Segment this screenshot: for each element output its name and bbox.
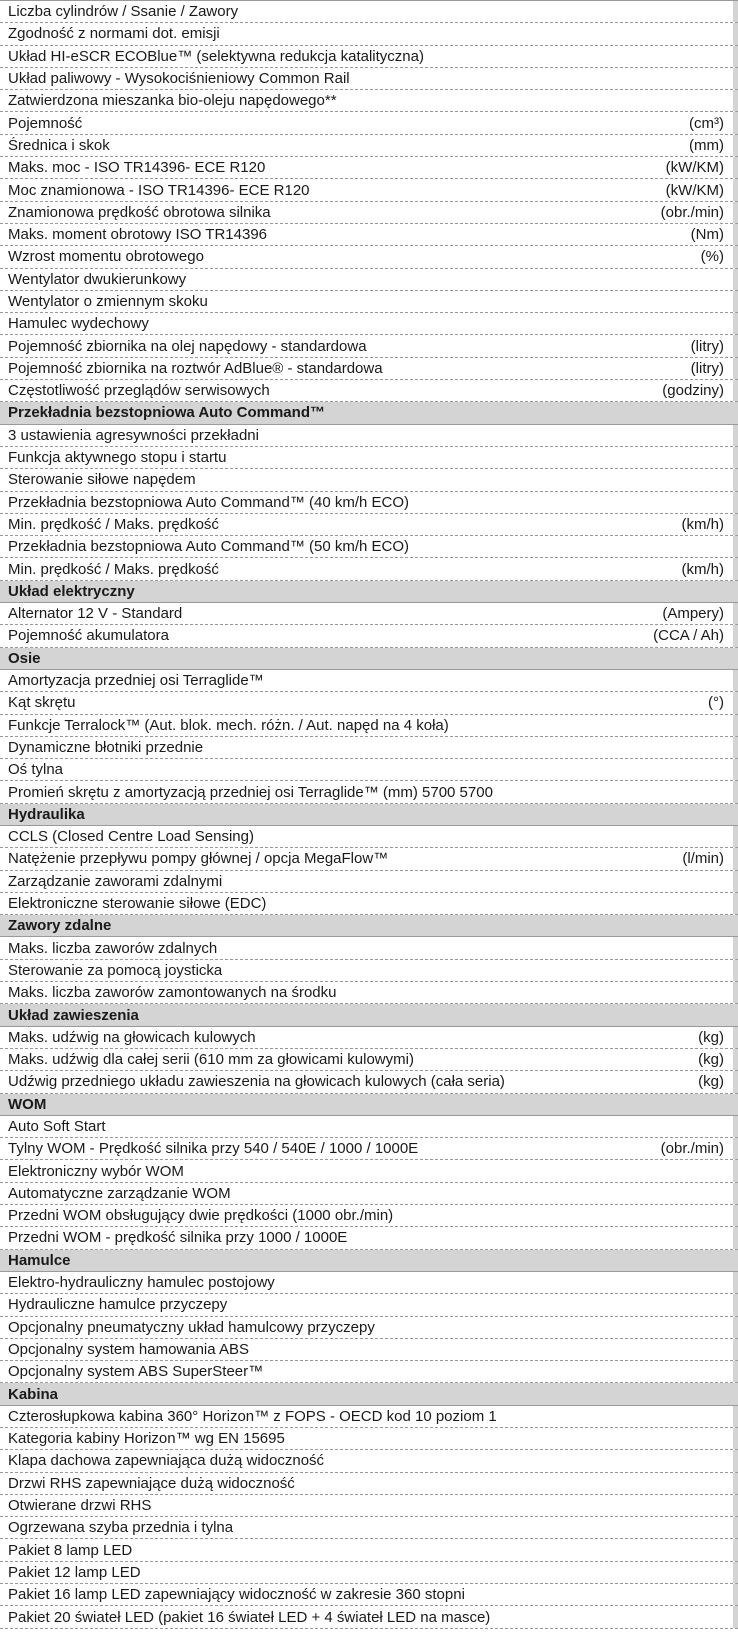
spec-label: Znamionowa prędkość obrotowa silnika <box>8 203 271 221</box>
spec-row <box>0 1361 738 1383</box>
spec-row <box>0 1160 738 1182</box>
spec-row <box>0 1227 738 1249</box>
spec-label: Promień skrętu z amortyzacją przedniej osi Terraglide™ (mm) 5700 5700 <box>8 783 493 801</box>
spec-row <box>0 514 738 536</box>
spec-label: Maks. udźwig dla całej serii (610 mm za głowicami kulowymi) <box>8 1051 414 1069</box>
spec-row <box>0 46 738 68</box>
section-title: Zawory zdalne <box>8 917 112 935</box>
spec-label: Min. prędkość / Maks. prędkość <box>8 515 219 533</box>
spec-unit: (cm³) <box>689 114 724 132</box>
spec-label: Wentylator o zmiennym skoku <box>8 293 208 310</box>
spec-row <box>0 982 738 1004</box>
spec-label: Układ HI-eSCR ECOBlue™ (selektywna redukcja katalityczna) <box>8 47 424 65</box>
spec-unit: (litry) <box>690 359 724 377</box>
spec-label: Oś tylna <box>8 761 64 779</box>
spec-row <box>0 871 738 893</box>
spec-row <box>0 603 738 625</box>
spec-row <box>0 23 738 45</box>
spec-row <box>0 826 738 848</box>
spec-label: Zarządzanie zaworami zdalnymi <box>8 872 223 890</box>
spec-unit: (kW/KM) <box>665 181 724 199</box>
spec-unit: (obr./min) <box>660 203 724 221</box>
spec-label: Średnica i skok <box>8 136 110 154</box>
spec-label: Zatwierdzona mieszanka bio-oleju napędowego** <box>8 92 337 110</box>
section-header <box>0 1250 738 1272</box>
section-header <box>0 1094 738 1116</box>
spec-label: Natężenie przepływu pompy głównej / opcja MegaFlow™ <box>8 850 389 868</box>
spec-row <box>0 960 738 982</box>
spec-label: Klapa dachowa zapewniająca dużą widoczność <box>8 1452 325 1470</box>
spec-label: Elektroniczne sterowanie siłowe (EDC) <box>8 895 267 913</box>
spec-unit: (Nm) <box>690 226 724 244</box>
spec-unit: (kW/KM) <box>665 159 724 177</box>
section-title: Przekładnia bezstopniowa Auto Command™ <box>8 404 325 422</box>
spec-row <box>0 224 738 246</box>
spec-label: Funkcja aktywnego stopu i startu <box>8 449 227 467</box>
spec-unit: (obr./min) <box>660 1140 724 1158</box>
spec-row <box>0 1272 738 1294</box>
spec-row <box>0 492 738 514</box>
spec-unit: (Ampery) <box>662 605 724 623</box>
spec-row <box>0 179 738 201</box>
spec-row <box>0 781 738 803</box>
spec-label: Maks. moment obrotowy ISO TR14396 <box>8 226 267 244</box>
spec-label: 3 ustawienia agresywności przekładni <box>8 426 259 444</box>
spec-row <box>0 291 738 313</box>
spec-label: Opcjonalny system hamowania ABS <box>8 1340 249 1358</box>
spec-unit: (km/h) <box>681 560 724 578</box>
spec-row <box>0 1495 738 1517</box>
spec-row <box>0 1406 738 1428</box>
spec-row <box>0 1562 738 1584</box>
spec-unit: (kg) <box>698 1073 724 1091</box>
spec-unit: (CCA / Ah) <box>653 627 724 645</box>
spec-label: Czterosłupkowa kabina 360° Horizon™ z FOPS - OECD kod 10 poziom 1 <box>8 1407 497 1425</box>
spec-unit: (mm) <box>689 136 724 154</box>
spec-row <box>0 1317 738 1339</box>
spec-row <box>0 269 738 291</box>
spec-row <box>0 937 738 959</box>
spec-label: Opcjonalny system ABS SuperSteer™ <box>8 1363 264 1381</box>
spec-row <box>0 737 738 759</box>
spec-label: Przekładnia bezstopniowa Auto Command™ (50 km/h ECO) <box>8 538 410 556</box>
spec-row <box>0 670 738 692</box>
section-header <box>0 648 738 670</box>
spec-label: Liczba cylindrów / Ssanie / Zawory <box>8 3 239 21</box>
spec-unit: (litry) <box>690 337 724 355</box>
spec-row <box>0 447 738 469</box>
spec-unit: (kg) <box>698 1051 724 1069</box>
spec-label: Automatyczne zarządzanie WOM <box>8 1184 231 1202</box>
spec-unit: (godziny) <box>662 382 724 400</box>
spec-label: Maks. udźwig na głowicach kulowych <box>8 1028 256 1046</box>
spec-label: Drzwi RHS zapewniające dużą widoczność <box>8 1474 295 1492</box>
spec-label: Otwierane drzwi RHS <box>8 1497 152 1515</box>
spec-row <box>0 1584 738 1606</box>
spec-row <box>0 469 738 491</box>
spec-row <box>0 1071 738 1093</box>
spec-label: Maks. liczba zaworów zamontowanych na środku <box>8 984 337 1002</box>
spec-unit: (km/h) <box>681 515 724 533</box>
section-header <box>0 1004 738 1026</box>
spec-label: Sterowanie siłowe napędem <box>8 471 196 489</box>
spec-unit: (°) <box>708 694 724 712</box>
spec-row <box>0 1450 738 1472</box>
spec-label: Elektro-hydrauliczny hamulec postojowy <box>8 1274 275 1292</box>
spec-label: Maks. moc - ISO TR14396- ECE R120 <box>8 159 266 177</box>
spec-row <box>0 536 738 558</box>
spec-row <box>0 1517 738 1539</box>
spec-row <box>0 558 738 580</box>
spec-label: Wentylator dwukierunkowy <box>8 270 187 288</box>
spec-row <box>0 1339 738 1361</box>
spec-label: Pojemność zbiornika na olej napędowy - standardowa <box>8 337 367 355</box>
spec-row <box>0 112 738 134</box>
section-title: Hamulce <box>8 1251 71 1269</box>
spec-row <box>0 1205 738 1227</box>
spec-label: Pakiet 12 lamp LED <box>8 1563 141 1581</box>
spec-label: Sterowanie za pomocą joysticka <box>8 961 223 979</box>
spec-unit: (kg) <box>698 1028 724 1046</box>
spec-unit: (l/min) <box>682 850 724 868</box>
spec-label: Opcjonalny pneumatyczny układ hamulcowy przyczepy <box>8 1318 375 1336</box>
spec-label: Min. prędkość / Maks. prędkość <box>8 560 219 578</box>
spec-label: Zgodność z normami dot. emisji <box>8 25 220 43</box>
spec-label: Pakiet 8 lamp LED <box>8 1541 133 1559</box>
spec-row <box>0 90 738 112</box>
spec-label: Kąt skrętu <box>8 694 76 712</box>
section-title: Hydraulika <box>8 805 85 823</box>
section-header <box>0 915 738 937</box>
section-title: Kabina <box>8 1385 59 1403</box>
spec-row <box>0 715 738 737</box>
spec-label: Pakiet 20 świateł LED (pakiet 16 świateł LED + 4 świateł LED na masce) <box>8 1608 491 1626</box>
spec-row <box>0 759 738 781</box>
spec-row <box>0 1539 738 1561</box>
spec-label: Amortyzacja przedniej osi Terraglide™ <box>8 672 264 690</box>
spec-label: Przekładnia bezstopniowa Auto Command™ (40 km/h ECO) <box>8 493 410 511</box>
spec-label: Pojemność akumulatora <box>8 627 169 645</box>
spec-label: Tylny WOM - Prędkość silnika przy 540 / 540E / 1000 / 1000E <box>8 1140 419 1158</box>
spec-row <box>0 1473 738 1495</box>
spec-row <box>0 1027 738 1049</box>
section-title: WOM <box>8 1095 47 1113</box>
spec-label: Układ paliwowy - Wysokociśnieniowy Common Rail <box>8 70 350 88</box>
spec-row <box>0 692 738 714</box>
spec-label: Przedni WOM - prędkość silnika przy 1000 / 1000E <box>8 1229 348 1247</box>
spec-label: Pojemność zbiornika na roztwór AdBlue® - standardowa <box>8 359 383 377</box>
spec-row <box>0 893 738 915</box>
spec-label: Ogrzewana szyba przednia i tylna <box>8 1519 234 1537</box>
spec-label: Maks. liczba zaworów zdalnych <box>8 939 218 957</box>
spec-row <box>0 313 738 335</box>
spec-label: Udźwig przedniego układu zawieszenia na głowicach kulowych (cała seria) <box>8 1073 505 1091</box>
spec-row <box>0 157 738 179</box>
spec-label: Wzrost momentu obrotowego <box>8 248 204 266</box>
spec-row <box>0 1183 738 1205</box>
spec-label: Elektroniczny wybór WOM <box>8 1162 184 1180</box>
spec-row <box>0 1116 738 1138</box>
spec-row <box>0 425 738 447</box>
spec-row <box>0 1049 738 1071</box>
spec-label: Dynamiczne błotniki przednie <box>8 738 204 756</box>
spec-row <box>0 135 738 157</box>
spec-row <box>0 848 738 870</box>
section-title: Układ elektryczny <box>8 582 135 600</box>
spec-label: CCLS (Closed Centre Load Sensing) <box>8 828 254 846</box>
section-header <box>0 581 738 603</box>
section-header <box>0 804 738 826</box>
section-header <box>0 1383 738 1405</box>
spec-label: Auto Soft Start <box>8 1117 106 1135</box>
spec-row <box>0 202 738 224</box>
spec-row <box>0 1428 738 1450</box>
spec-label: Pakiet 16 lamp LED zapewniający widoczność w zakresie 360 stopni <box>8 1586 465 1604</box>
spec-label: Pojemność <box>8 114 83 132</box>
spec-label: Częstotliwość przeglądów serwisowych <box>8 382 270 400</box>
spec-label: Funkcje Terralock™ (Aut. blok. mech. różn. / Aut. napęd na 4 koła) <box>8 716 449 734</box>
spec-row <box>0 68 738 90</box>
spec-row <box>0 1606 738 1628</box>
spec-row <box>0 380 738 402</box>
spec-label: Hydrauliczne hamulce przyczepy <box>8 1296 228 1314</box>
spec-label: Przedni WOM obsługujący dwie prędkości (1000 obr./min) <box>8 1207 394 1225</box>
spec-row <box>0 246 738 268</box>
spec-label: Hamulec wydechowy <box>8 315 149 333</box>
section-title: Osie <box>8 649 41 667</box>
spec-row <box>0 335 738 357</box>
spec-row <box>0 625 738 647</box>
section-title: Układ zawieszenia <box>8 1006 139 1024</box>
spec-row <box>0 1 738 23</box>
spec-label: Alternator 12 V - Standard <box>8 605 183 623</box>
section-header <box>0 402 738 424</box>
spec-row <box>0 358 738 380</box>
spec-row <box>0 1138 738 1160</box>
spec-label: Moc znamionowa - ISO TR14396- ECE R120 <box>8 181 310 199</box>
spec-row <box>0 1294 738 1316</box>
spec-unit: (%) <box>700 248 724 266</box>
spec-label: Kategoria kabiny Horizon™ wg EN 15695 <box>8 1430 285 1448</box>
